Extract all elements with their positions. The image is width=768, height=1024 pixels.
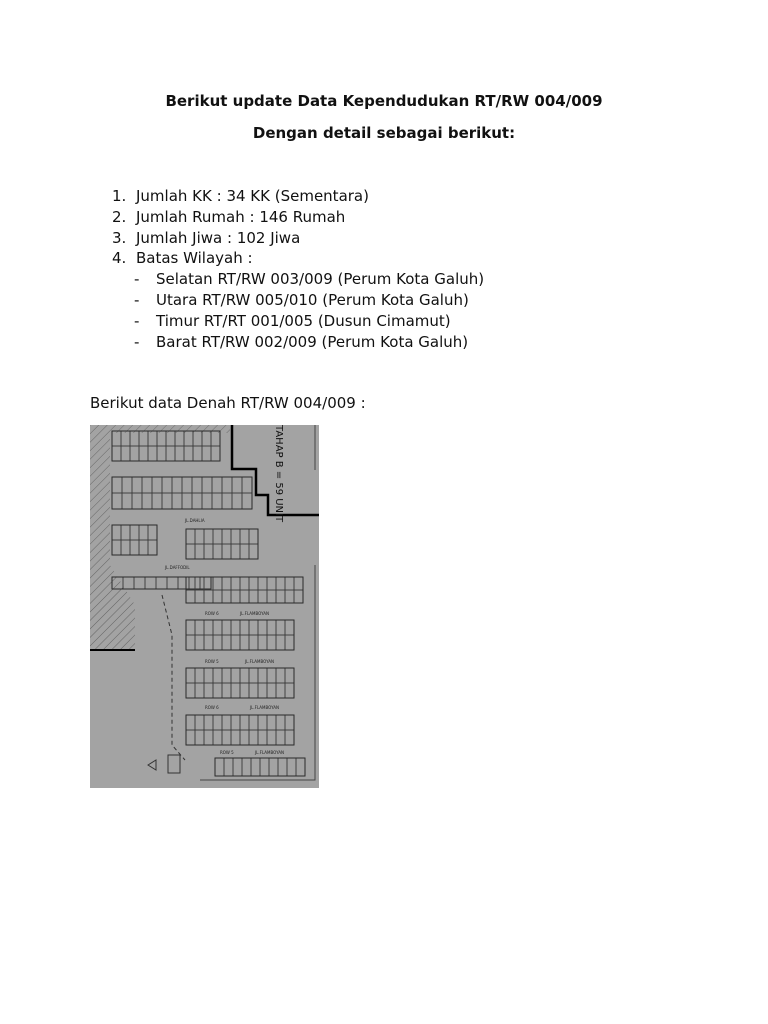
house-lot	[296, 758, 305, 776]
house-lot	[285, 715, 294, 730]
house-lot	[204, 577, 213, 590]
house-lot	[258, 668, 267, 683]
house-lot	[222, 529, 231, 544]
house-lot	[240, 730, 249, 745]
house-lot	[260, 758, 269, 776]
house-lot	[195, 668, 204, 683]
house-lot	[240, 529, 249, 544]
house-lot	[285, 730, 294, 745]
list-item	[112, 248, 484, 269]
house-lot	[231, 620, 240, 635]
house-lot	[240, 620, 249, 635]
boundary-text: Barat RT/RW 002/009 (Perum Kota Galuh)	[156, 332, 469, 351]
house-lot	[204, 529, 213, 544]
house-lot	[258, 577, 267, 590]
house-lot	[152, 477, 162, 493]
house-lot	[231, 590, 240, 603]
house-lot	[202, 446, 211, 461]
house-lot	[132, 493, 142, 509]
house-lot	[231, 730, 240, 745]
house-lot	[202, 493, 212, 509]
house-lot	[222, 477, 232, 493]
house-lot	[112, 431, 121, 446]
house-lot	[267, 668, 276, 683]
house-lot	[249, 668, 258, 683]
list-text: Batas Wilayah :	[136, 249, 253, 268]
house-lot	[285, 620, 294, 635]
house-lot	[258, 635, 267, 650]
list-item	[112, 228, 484, 249]
house-lot	[204, 715, 213, 730]
house-lot	[139, 431, 148, 446]
doc-subtitle: Dengan detail sebagai berikut:	[252, 124, 516, 142]
house-lot	[193, 446, 202, 461]
street-label: ROW 6	[205, 705, 219, 710]
map-intro: Berikut data Denah RT/RW 004/009 :	[90, 394, 366, 412]
house-lot	[213, 715, 222, 730]
house-lot	[240, 577, 249, 590]
house-lot	[204, 590, 213, 603]
house-lot	[204, 620, 213, 635]
house-lot	[231, 544, 240, 559]
street-label: JL.DAHLIA	[185, 518, 205, 523]
house-lot	[145, 577, 156, 589]
house-lot	[121, 431, 130, 446]
house-lot	[192, 477, 202, 493]
house-lot	[148, 431, 157, 446]
house-lot	[142, 477, 152, 493]
house-lot	[148, 525, 157, 540]
house-lot	[285, 683, 294, 698]
house-lot	[222, 683, 231, 698]
list-number: 3.	[112, 228, 127, 247]
house-lot	[222, 715, 231, 730]
street-label: JL.FLAMBOYAN	[245, 659, 274, 664]
house-lot	[212, 493, 222, 509]
gate-box	[168, 755, 180, 773]
house-lot	[278, 758, 287, 776]
house-lot	[182, 493, 192, 509]
house-lot	[130, 540, 139, 555]
house-lot	[112, 525, 121, 540]
house-lot	[276, 668, 285, 683]
house-lot	[184, 446, 193, 461]
house-lot	[222, 590, 231, 603]
house-lot	[123, 577, 134, 589]
house-lot	[184, 431, 193, 446]
house-lot	[186, 590, 195, 603]
street-label: JL.DAFFODIL	[165, 565, 190, 570]
house-lot	[240, 683, 249, 698]
house-lot	[233, 758, 242, 776]
house-lot	[213, 620, 222, 635]
list-item	[112, 207, 484, 228]
house-lot	[204, 730, 213, 745]
house-lot	[240, 635, 249, 650]
house-lot	[121, 540, 130, 555]
boundary-list	[134, 269, 484, 352]
house-lot	[122, 477, 132, 493]
house-lot	[231, 577, 240, 590]
house-lot	[213, 529, 222, 544]
house-lot	[249, 544, 258, 559]
boundary-text: Selatan RT/RW 003/009 (Perum Kota Galuh)	[156, 270, 485, 289]
house-lot	[162, 477, 172, 493]
house-lot	[251, 758, 260, 776]
house-lot	[249, 635, 258, 650]
house-lot	[121, 525, 130, 540]
street-label: JL.FLAMBOYAN	[250, 705, 279, 710]
house-lot	[213, 577, 222, 590]
house-lot	[231, 635, 240, 650]
site-plan-image	[90, 425, 319, 788]
house-lot	[213, 730, 222, 745]
house-lot	[195, 620, 204, 635]
list-number: 1.	[112, 187, 127, 205]
house-lot	[276, 730, 285, 745]
house-lot	[222, 668, 231, 683]
house-lot	[285, 668, 294, 683]
house-lot	[182, 477, 192, 493]
house-lot	[213, 635, 222, 650]
house-lot	[267, 683, 276, 698]
house-lot	[232, 477, 242, 493]
list-text: Jumlah Rumah : 146 Rumah	[136, 207, 346, 226]
list-text: Jumlah Jiwa : 102 Jiwa	[136, 228, 301, 247]
house-lot	[139, 446, 148, 461]
house-lot	[156, 577, 167, 589]
info-list	[112, 186, 484, 352]
house-lot	[189, 577, 200, 589]
dash-bullet: -	[134, 332, 140, 351]
house-lot	[231, 668, 240, 683]
house-lot	[267, 590, 276, 603]
house-lot	[204, 668, 213, 683]
house-lot	[186, 668, 195, 683]
house-lot	[258, 590, 267, 603]
house-lot	[200, 577, 211, 589]
house-lot	[195, 529, 204, 544]
site-plan-drawing	[90, 425, 319, 788]
street-label: JL.FLAMBOYAN	[255, 750, 284, 755]
house-lot	[167, 577, 178, 589]
house-lot	[112, 477, 122, 493]
house-lot	[166, 431, 175, 446]
house-lot	[213, 544, 222, 559]
house-lot	[222, 620, 231, 635]
house-lot	[204, 635, 213, 650]
house-lot	[202, 431, 211, 446]
house-lot	[132, 477, 142, 493]
house-lot	[267, 715, 276, 730]
house-lot	[186, 730, 195, 745]
house-lot	[172, 493, 182, 509]
block-outline	[112, 577, 211, 589]
house-lot	[195, 635, 204, 650]
house-lot	[195, 715, 204, 730]
boundary-item	[134, 269, 484, 290]
house-lot	[142, 493, 152, 509]
house-lot	[192, 493, 202, 509]
list-number: 4.	[112, 249, 127, 268]
house-lot	[276, 620, 285, 635]
house-lot	[139, 540, 148, 555]
house-lot	[166, 446, 175, 461]
house-lot	[186, 620, 195, 635]
house-lot	[267, 730, 276, 745]
house-lot	[258, 715, 267, 730]
house-lot	[211, 431, 220, 446]
house-lot	[242, 477, 252, 493]
house-lot	[186, 544, 195, 559]
house-lot	[121, 446, 130, 461]
doc-title: Berikut update Data Kependudukan RT/RW 004/009	[165, 92, 603, 110]
house-lot	[213, 683, 222, 698]
house-lot	[175, 446, 184, 461]
house-lot	[285, 577, 294, 590]
dash-bullet: -	[134, 311, 140, 330]
house-lot	[195, 730, 204, 745]
house-lot	[213, 590, 222, 603]
house-lot	[212, 477, 222, 493]
house-lot	[186, 635, 195, 650]
house-lot	[258, 730, 267, 745]
house-lot	[204, 544, 213, 559]
house-lot	[186, 577, 195, 590]
house-lot	[269, 758, 278, 776]
house-lot	[287, 758, 296, 776]
house-lot	[267, 577, 276, 590]
house-lot	[112, 446, 121, 461]
house-lot	[204, 683, 213, 698]
house-lot	[231, 529, 240, 544]
stage-label: TAHAP B = 59 UNIT	[273, 425, 284, 523]
house-lot	[112, 493, 122, 509]
house-lot	[276, 683, 285, 698]
dashed-path	[162, 595, 185, 760]
entry-arrow	[148, 760, 156, 770]
house-lot	[276, 590, 285, 603]
house-lot	[195, 590, 204, 603]
boundary-item	[134, 311, 484, 332]
boundary-item	[134, 332, 484, 353]
house-lot	[193, 431, 202, 446]
house-lot	[249, 590, 258, 603]
house-lot	[222, 635, 231, 650]
house-lot	[249, 715, 258, 730]
house-lot	[162, 493, 172, 509]
house-lot	[148, 446, 157, 461]
house-lot	[215, 758, 224, 776]
house-lot	[112, 540, 121, 555]
perimeter-line	[200, 565, 315, 780]
house-lot	[285, 635, 294, 650]
house-lot	[294, 590, 303, 603]
house-lot	[249, 683, 258, 698]
house-lot	[213, 668, 222, 683]
house-lot	[249, 730, 258, 745]
house-lot	[224, 758, 233, 776]
house-lot	[195, 544, 204, 559]
house-lot	[202, 477, 212, 493]
boundary-container	[112, 269, 484, 352]
house-lot	[232, 493, 242, 509]
house-lot	[152, 493, 162, 509]
house-lot	[249, 577, 258, 590]
house-lot	[195, 577, 204, 590]
house-lot	[240, 668, 249, 683]
list-text: Jumlah KK : 34 KK (Sementara)	[136, 187, 369, 205]
house-lot	[222, 730, 231, 745]
house-lot	[186, 529, 195, 544]
house-lot	[139, 525, 148, 540]
house-lot	[267, 635, 276, 650]
house-lot	[240, 715, 249, 730]
house-lot	[258, 620, 267, 635]
house-lot	[211, 446, 220, 461]
house-lot	[222, 544, 231, 559]
house-lot	[276, 715, 285, 730]
house-lot	[175, 431, 184, 446]
house-lot	[130, 525, 139, 540]
list-number: 2.	[112, 207, 127, 226]
house-lot	[240, 544, 249, 559]
house-lot	[242, 758, 251, 776]
house-lot	[276, 577, 285, 590]
house-lot	[130, 446, 139, 461]
dash-bullet: -	[134, 290, 140, 309]
house-lot	[122, 493, 132, 509]
house-lot	[231, 715, 240, 730]
house-lot	[195, 683, 204, 698]
house-lot	[157, 446, 166, 461]
boundary-text: Utara RT/RW 005/010 (Perum Kota Galuh)	[156, 290, 469, 309]
street-label: ROW 5	[220, 750, 234, 755]
boundary-item	[134, 290, 484, 311]
street-label: ROW 5	[205, 659, 219, 664]
house-lot	[231, 683, 240, 698]
house-lot	[258, 683, 267, 698]
house-lot	[178, 577, 189, 589]
boundary-text: Timur RT/RT 001/005 (Dusun Cimamut)	[156, 311, 451, 330]
house-lot	[186, 715, 195, 730]
house-lot	[267, 620, 276, 635]
house-lot	[148, 540, 157, 555]
house-lot	[157, 431, 166, 446]
house-lot	[222, 577, 231, 590]
house-lot	[240, 590, 249, 603]
house-lot	[294, 577, 303, 590]
street-label: JL.FLAMBOYAN	[240, 611, 269, 616]
house-lot	[222, 493, 232, 509]
house-lot	[134, 577, 145, 589]
house-lot	[130, 431, 139, 446]
house-lot	[276, 635, 285, 650]
house-lot	[285, 590, 294, 603]
house-lot	[249, 529, 258, 544]
house-lot	[172, 477, 182, 493]
house-lot	[186, 683, 195, 698]
house-lot	[242, 493, 252, 509]
house-lot	[249, 620, 258, 635]
dash-bullet: -	[134, 270, 140, 289]
hatched-band	[110, 425, 230, 433]
list-item	[112, 186, 484, 207]
street-label: ROW 6	[205, 611, 219, 616]
